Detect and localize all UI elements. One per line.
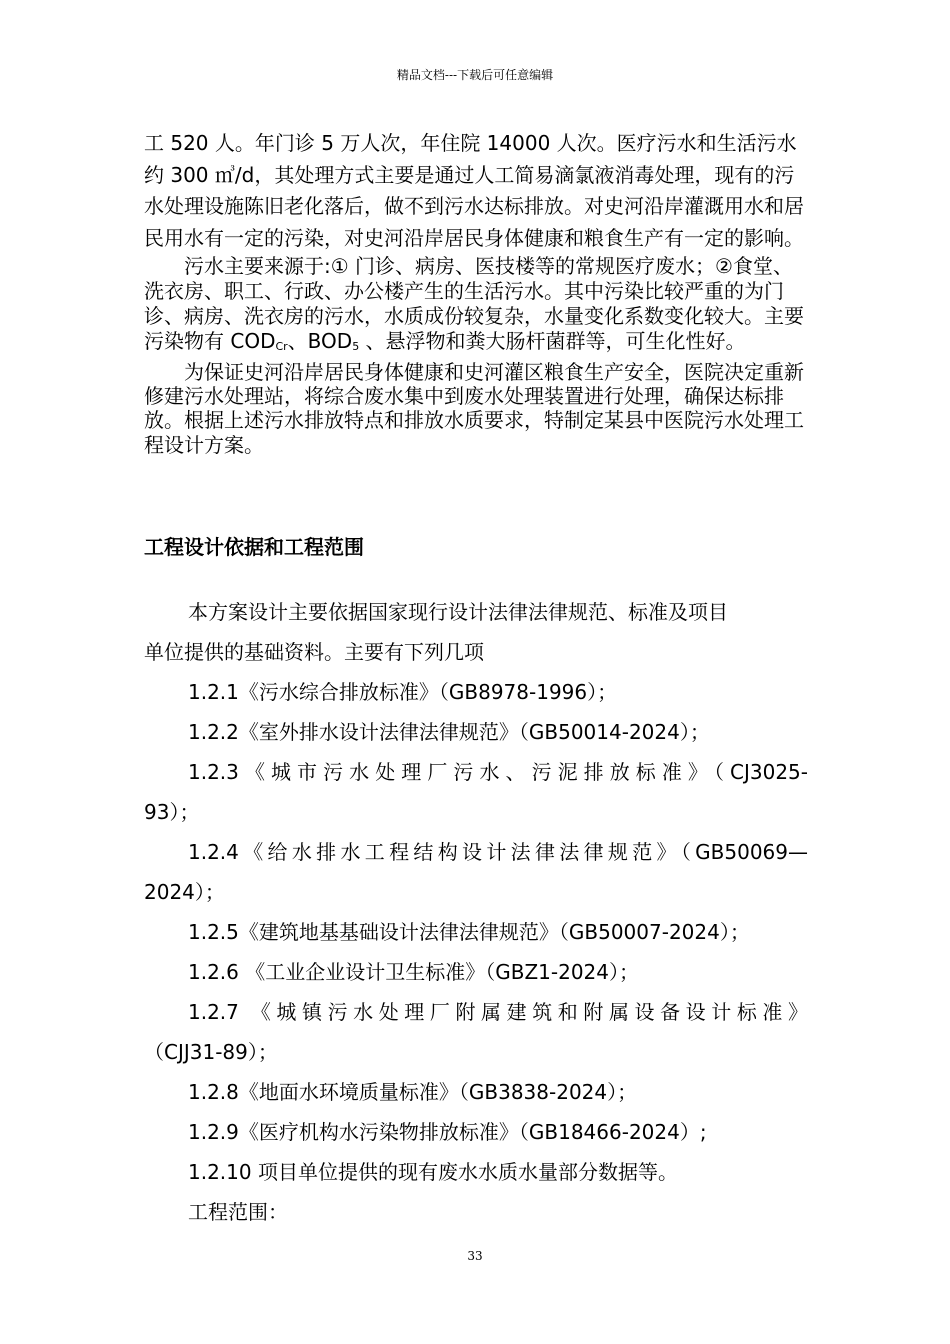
list-item-continuation: 93）； [144, 800, 200, 824]
list-item: 1.2.8《地面水环境质量标准》（GB3838-2024）； [188, 1080, 638, 1104]
paragraph-purpose: 为保证史河沿岸居民身体健康和史河灌区粮食生产安全，医院决定重新修建污水处理站，将综合废水集中到废水处理装置进行处理，确保达标排放。根据上述污水排放特点和排放水质要求，特制定某县中医院污水处理工程设计方案。 [144, 359, 804, 457]
scope-label: 工程范围： [188, 1200, 288, 1224]
subscript-5: 5 [352, 339, 360, 353]
document-body [144, 128, 808, 1224]
list-item: 1.2.10 项目单位提供的现有废水水质水量部分数据等。 [188, 1160, 678, 1184]
section-heading: 工程设计依据和工程范围 [144, 535, 364, 559]
subscript-cr: Cr [275, 339, 288, 353]
list-item-continuation: （CJJ31-89）； [144, 1040, 278, 1064]
list-item: 1.2.1《污水综合排放标准》（GB8978-1996）； [188, 680, 618, 704]
list-item: 1.2.7 《城镇污水处理厂附属建筑和附属设备设计标准》 [188, 1000, 808, 1024]
section-intro-line: 单位提供的基础资料。主要有下列几项 [144, 640, 484, 664]
page-number: 33 [467, 1249, 483, 1263]
list-item: 1.2.5《建筑地基基础设计法律法律规范》（GB50007-2024）； [188, 920, 750, 944]
section-intro-line: 本方案设计主要依据国家现行设计法律法律规范、标准及项目 [188, 600, 728, 624]
list-item-continuation: 2024）； [144, 880, 225, 904]
section-body [144, 592, 808, 1232]
list-item: 1.2.9《医疗机构水污染物排放标准》（GB18466-2024）; [188, 1120, 707, 1144]
list-item: 1.2.2《室外排水设计法律法律规范》（GB50014-2024）； [188, 720, 710, 744]
list-item: 1.2.4《给水排水工程结构设计法律法律规范》（GB50069— [188, 840, 808, 864]
paragraph-background: 工 520 人。年门诊 5 万人次，年住院 14000 人次。医疗污水和生活污水约 300 ㎥/d，其处理方式主要是通过人工简易滴氯液消毒处理，现有的污水处理设施陈旧老化落后，做不到污水达标排放。对史河沿岸灌溉用水和居民用水有一定的污染，对史河沿岸居民身体健康和粮食生产有一定的影响。 [144, 131, 804, 250]
page-header: 精品文档---下载后可任意编辑 [396, 68, 554, 82]
paragraph-sources: 污水主要来源于:① 门诊、病房、医技楼等的常规医疗废水；②食堂、洗衣房、职工、行政、办公楼产生的生活污水。其中污染比较严重的为门诊、病房、洗衣房的污水，水质成份较复杂，水量变化系数变化较大。主要污染物有 $COD_{Cr}$、$BOD_5$ 、悬浮物和粪大肠杆菌群等，可生化性好。 [144, 254, 804, 353]
list-item: 1.2.6 《工业企业设计卫生标准》（GBZ1-2024）； [188, 960, 640, 984]
list-item: 1.2.3《城市污水处理厂污水、污泥排放标准》（CJ3025- [188, 760, 808, 784]
